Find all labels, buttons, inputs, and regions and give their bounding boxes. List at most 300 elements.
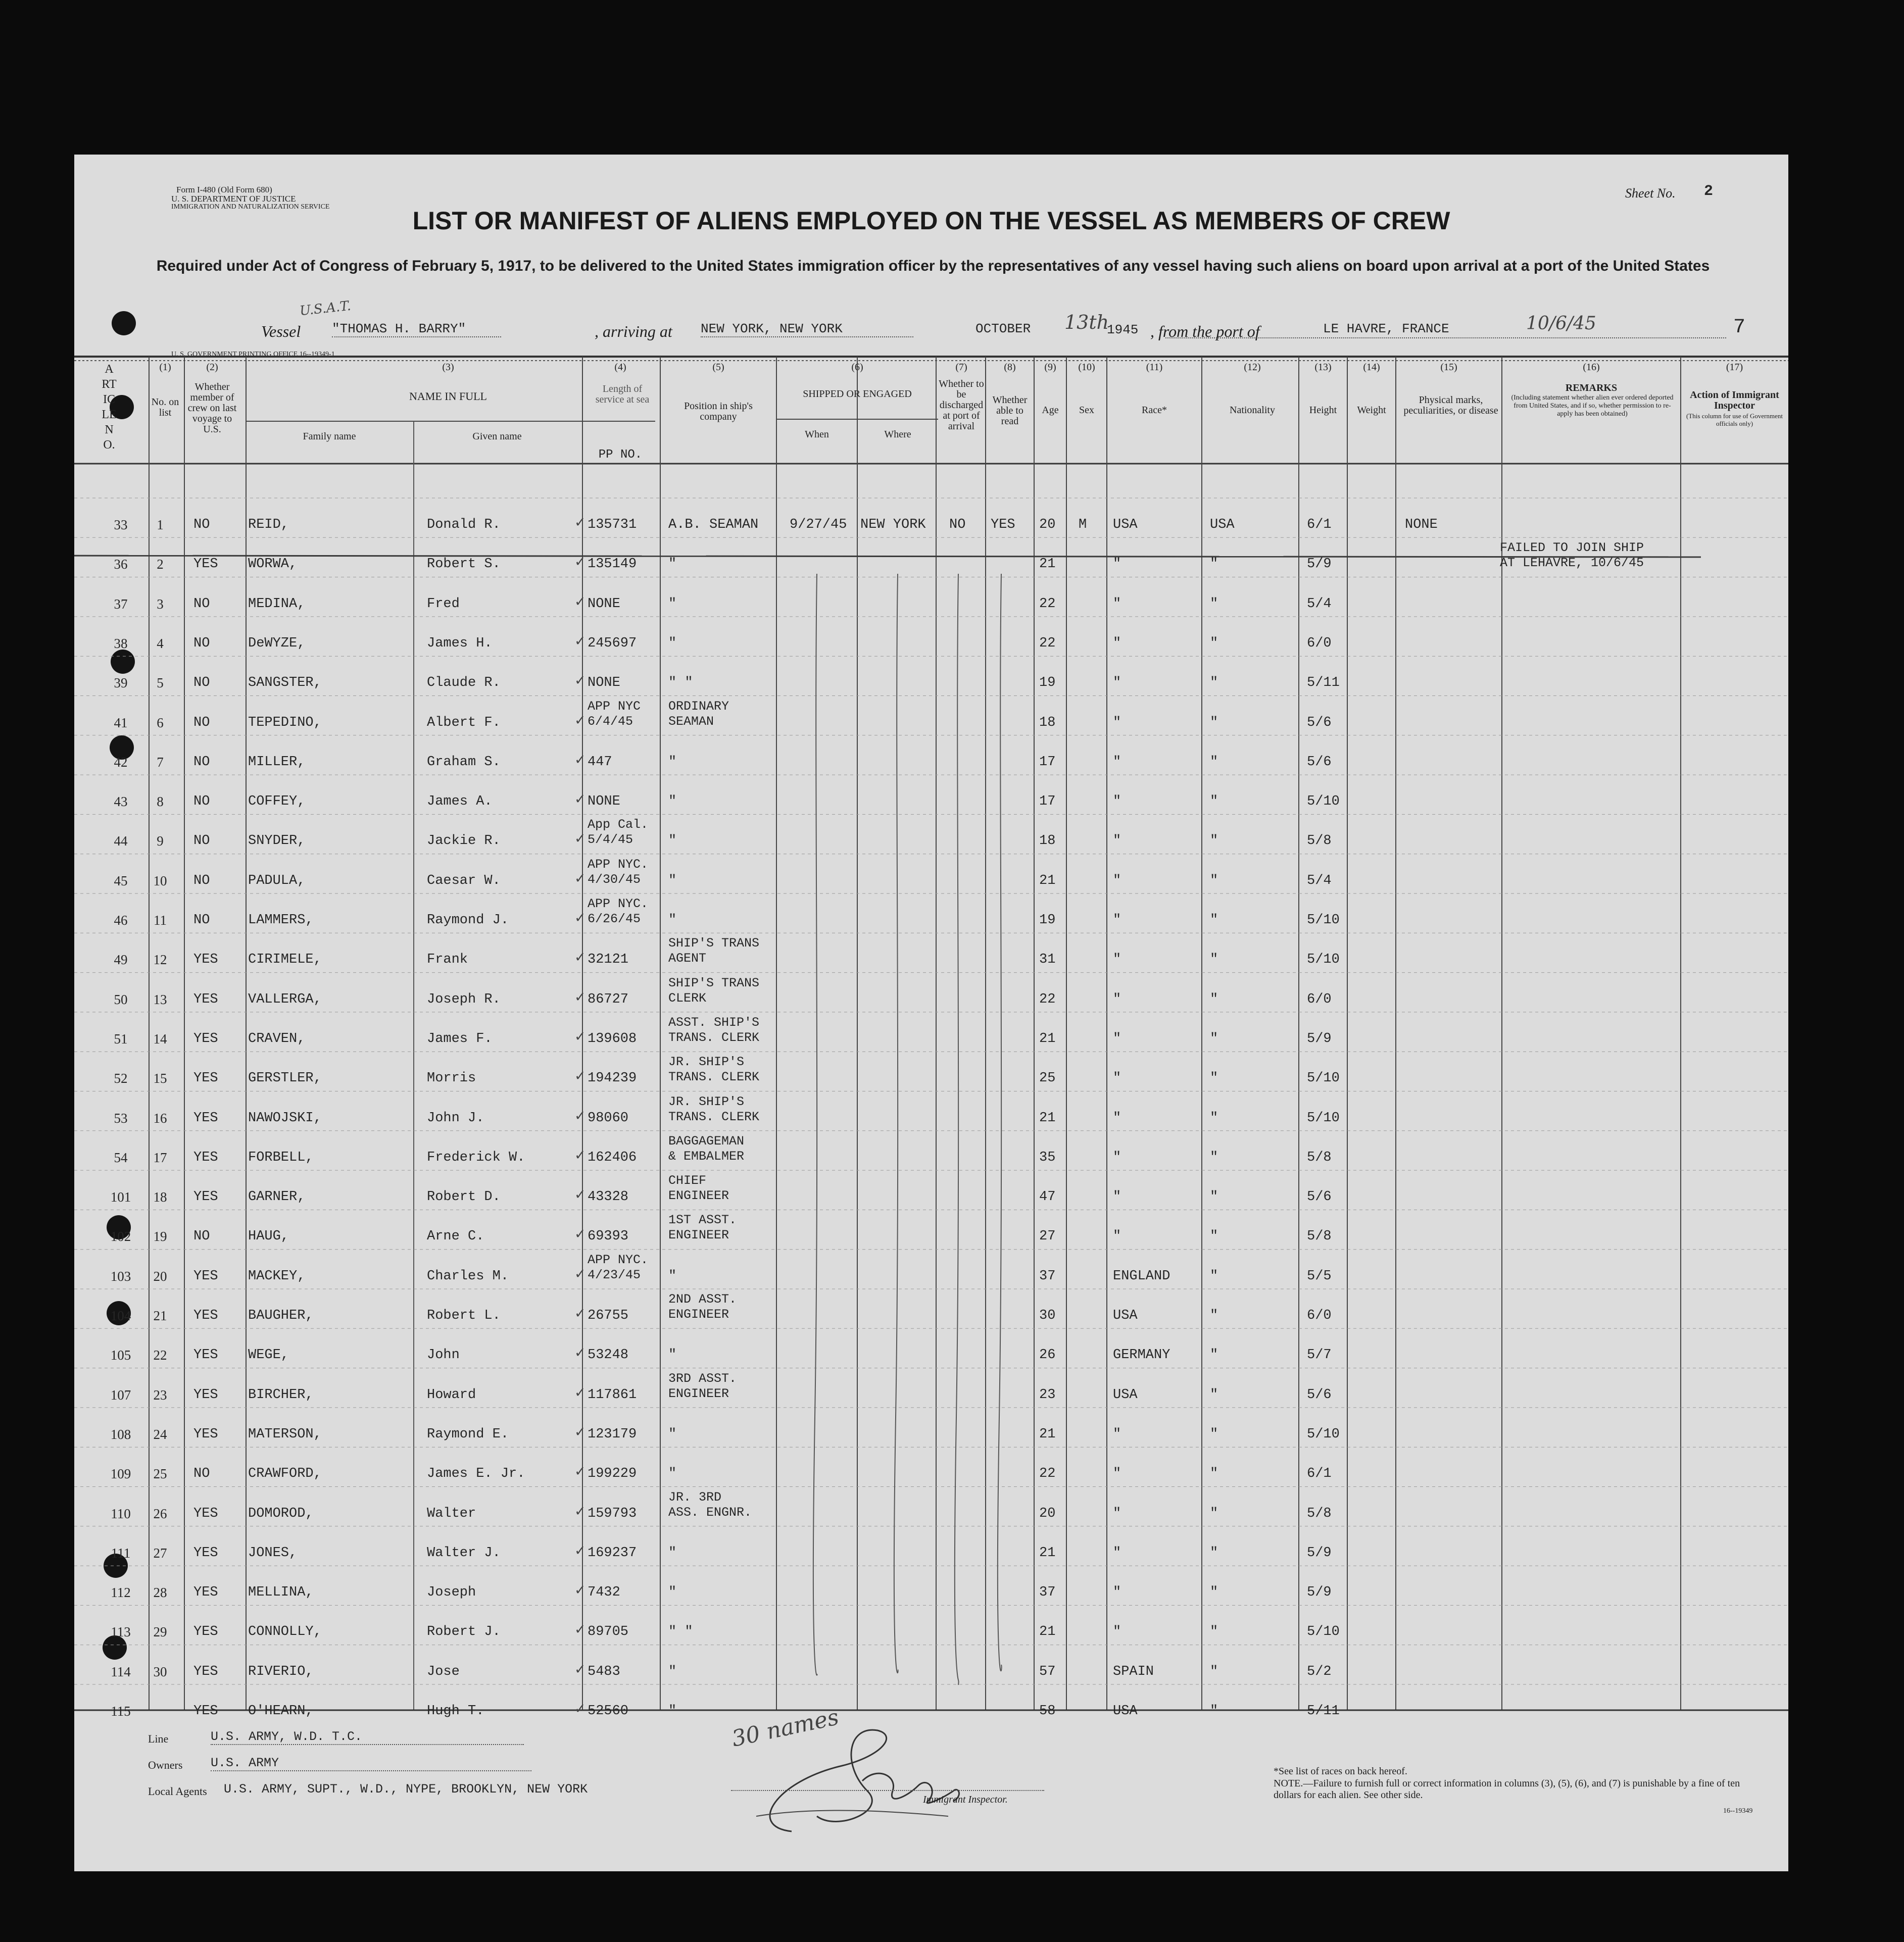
- cell-race: SPAIN: [1113, 1664, 1154, 1679]
- cell-nat: ": [1210, 1466, 1218, 1482]
- check-mark-icon: ✓: [574, 1464, 586, 1480]
- cell-race: ": [1113, 1110, 1121, 1126]
- cell-family: FORBELL,: [248, 1150, 314, 1165]
- manifest-sheet: [74, 155, 1788, 1871]
- cell-age: 22: [1039, 635, 1056, 651]
- cell-family: GARNER,: [248, 1189, 306, 1205]
- cell-last: YES: [193, 1189, 218, 1205]
- cell-art: 53: [114, 1110, 128, 1126]
- cell-nat: ": [1210, 1387, 1218, 1403]
- cell-art: 52: [114, 1071, 128, 1086]
- cell-age: 18: [1039, 833, 1056, 849]
- cell-age: 30: [1039, 1308, 1056, 1323]
- cell-age: 19: [1039, 675, 1056, 691]
- cell-family: RIVERIO,: [248, 1664, 314, 1679]
- header-able-to-read: Whether able to read: [992, 394, 1028, 427]
- cell-race: ENGLAND: [1113, 1268, 1170, 1284]
- cell-pos: SHIP'S TRANS CLERK: [668, 975, 760, 1006]
- cell-art: 113: [111, 1624, 131, 1640]
- cell-art: 43: [114, 794, 128, 810]
- cell-height: 5/11: [1307, 1704, 1340, 1719]
- cell-age: 47: [1039, 1189, 1056, 1205]
- cell-pp: NONE: [588, 675, 620, 691]
- cell-nat: ": [1210, 1426, 1218, 1442]
- cell-race: ": [1113, 754, 1121, 770]
- header-num-2: (2): [206, 362, 218, 373]
- arriving-label: , arriving at: [595, 322, 672, 340]
- cell-nat: ": [1210, 715, 1218, 730]
- header-age: Age: [1042, 405, 1059, 416]
- cell-last: YES: [193, 1071, 218, 1086]
- form-number: Form I-480 (Old Form 680): [176, 185, 272, 194]
- cell-family: MELLINA,: [248, 1585, 314, 1601]
- cell-given: Robert D.: [427, 1189, 501, 1205]
- cell-no: 5: [157, 675, 164, 691]
- cell-height: 6/0: [1307, 635, 1332, 651]
- cell-given: Raymond J.: [427, 913, 509, 928]
- cell-height: 5/10: [1307, 913, 1340, 928]
- page-subtitle: Required under Act of Congress of February 5, 1917, to be delivered to the United States immigration officer by the representatives of any vessel having such aliens on board upon arrival at a port of the United States: [156, 258, 1710, 274]
- header-num-1: (1): [159, 362, 171, 373]
- cell-no: 11: [154, 913, 167, 928]
- header-where: Where: [884, 429, 911, 440]
- cell-no: 29: [153, 1624, 167, 1640]
- cell-pos: ": [668, 913, 677, 928]
- header-length-of-service: Length of service at sea: [595, 383, 650, 405]
- cell-no: 2: [157, 557, 164, 572]
- cell-no: 20: [153, 1268, 167, 1284]
- cell-art: 33: [114, 517, 128, 532]
- cell-nat: ": [1210, 1229, 1218, 1244]
- cell-pp: 123179: [588, 1426, 637, 1442]
- check-mark-icon: ✓: [574, 1424, 586, 1440]
- cell-family: BAUGHER,: [248, 1308, 314, 1323]
- cell-pp: APP NYC. 4/23/45: [588, 1252, 649, 1282]
- cell-pos: A.B. SEAMAN: [668, 517, 759, 532]
- cell-pos: ": [668, 833, 677, 849]
- cell-last: YES: [193, 1348, 218, 1363]
- cell-age: 21: [1039, 1031, 1056, 1047]
- cell-art: 115: [111, 1704, 131, 1719]
- header-num-12: (12): [1244, 362, 1261, 373]
- header-num-8: (8): [1004, 362, 1016, 373]
- cell-last: NO: [193, 1229, 210, 1244]
- cell-pos: ": [668, 1466, 677, 1482]
- cell-pp: 245697: [588, 635, 637, 651]
- cell-no: 10: [153, 873, 167, 888]
- cell-no: 6: [157, 715, 164, 730]
- cell-given: Frank: [427, 952, 468, 968]
- from-port: LE HAVRE, FRANCE: [1323, 321, 1449, 336]
- cell-pp: 139608: [588, 1031, 637, 1047]
- cell-pos: ": [668, 1545, 677, 1561]
- cell-age: 31: [1039, 952, 1056, 968]
- cell-nat: ": [1210, 1704, 1218, 1719]
- cell-height: 5/2: [1307, 1664, 1332, 1679]
- header-last-voyage: Whether member of crew on last voyage to U.S.: [187, 381, 237, 435]
- cell-no: 17: [153, 1150, 167, 1165]
- cell-nat: ": [1210, 754, 1218, 770]
- cell-art: 37: [114, 596, 128, 612]
- cell-age: 37: [1039, 1268, 1056, 1284]
- cell-nat: ": [1210, 1150, 1218, 1165]
- cell-age: 58: [1039, 1704, 1056, 1719]
- cell-race: ": [1113, 1229, 1121, 1244]
- cell-height: 6/1: [1307, 1466, 1332, 1482]
- cell-given: James E. Jr.: [427, 1466, 525, 1482]
- check-mark-icon: ✓: [574, 1108, 586, 1124]
- cell-age: 17: [1039, 794, 1056, 810]
- cell-height: 5/10: [1307, 1110, 1340, 1126]
- cell-last: YES: [193, 557, 218, 572]
- cell-given: James F.: [427, 1031, 493, 1047]
- cell-height: 5/9: [1307, 1031, 1332, 1047]
- cell-no: 7: [157, 754, 164, 770]
- cell-last: NO: [193, 635, 210, 651]
- cell-pos: 1ST ASST. ENGINEER: [668, 1213, 737, 1243]
- check-mark-icon: ✓: [574, 950, 586, 966]
- cell-art: 103: [110, 1268, 131, 1284]
- cell-nat: ": [1210, 873, 1218, 888]
- cell-last: YES: [193, 1624, 218, 1640]
- cell-pp: 7432: [588, 1585, 620, 1601]
- check-mark-icon: ✓: [574, 1384, 586, 1401]
- cell-pp: 135731: [588, 517, 637, 532]
- cell-no: 26: [153, 1506, 167, 1521]
- cell-nat: ": [1210, 1071, 1218, 1086]
- cell-family: TEPEDINO,: [248, 715, 322, 730]
- cell-last: YES: [193, 1031, 218, 1047]
- header-family-name: Family name: [303, 431, 356, 442]
- cell-age: 18: [1039, 715, 1056, 730]
- check-mark-icon: ✓: [574, 1345, 586, 1361]
- cell-pp: 194239: [588, 1071, 637, 1086]
- cell-remarks: FAILED TO JOIN SHIP AT LEHAVRE, 10/6/45: [1500, 540, 1644, 571]
- cell-pp: 69393: [588, 1229, 629, 1244]
- cell-family: MACKEY,: [248, 1268, 306, 1284]
- cell-pp: APP NYC. 4/30/45: [588, 857, 649, 887]
- cell-given: Fred: [427, 596, 460, 612]
- cell-pp: NONE: [588, 596, 620, 612]
- cell-race: ": [1113, 1466, 1121, 1482]
- cell-height: 5/8: [1307, 833, 1332, 849]
- cell-no: 25: [153, 1466, 167, 1482]
- cell-height: 5/7: [1307, 1348, 1332, 1363]
- check-mark-icon: ✓: [574, 712, 586, 728]
- cell-height: 5/8: [1307, 1229, 1332, 1244]
- cell-last: YES: [193, 1704, 218, 1719]
- cell-no: 14: [153, 1031, 167, 1047]
- cell-no: 8: [157, 794, 164, 810]
- cell-race: ": [1113, 1506, 1121, 1521]
- cell-age: 23: [1039, 1387, 1056, 1403]
- cell-pp: 52560: [588, 1704, 629, 1719]
- cell-race: ": [1113, 1545, 1121, 1561]
- cell-art: 107: [110, 1387, 131, 1403]
- check-mark-icon: ✓: [574, 1266, 586, 1282]
- cell-family: CONNOLLY,: [248, 1624, 322, 1640]
- arrival-month: OCTOBER: [975, 321, 1031, 336]
- cell-nat: USA: [1210, 517, 1235, 532]
- header-pp-no: PP NO.: [598, 448, 643, 462]
- vessel-annotation: U.S.A.T.: [299, 298, 352, 319]
- cell-family: SNYDER,: [248, 833, 306, 849]
- cell-pp: App Cal. 5/4/45: [588, 817, 649, 848]
- agents-label: Local Agents: [148, 1785, 207, 1798]
- cell-nat: ": [1210, 675, 1218, 691]
- cell-given: Howard: [427, 1387, 476, 1403]
- cell-age: 21: [1039, 557, 1056, 572]
- check-mark-icon: ✓: [574, 1028, 586, 1044]
- cell-nat: ": [1210, 635, 1218, 651]
- cell-nat: ": [1210, 1585, 1218, 1601]
- cell-pos: ": [668, 1664, 677, 1679]
- cell-race: ": [1113, 991, 1121, 1007]
- cell-age: 26: [1039, 1348, 1056, 1363]
- line-label: Line: [148, 1732, 169, 1745]
- cell-no: 23: [153, 1387, 167, 1403]
- cell-pp: APP NYC. 6/26/45: [588, 897, 649, 926]
- owners-label: Owners: [148, 1759, 183, 1771]
- cell-art: 51: [114, 1031, 128, 1047]
- races-note: *See list of races on back hereof.: [1274, 1766, 1407, 1777]
- cell-pp: 98060: [588, 1110, 629, 1126]
- date-note: 10/6/45: [1526, 313, 1596, 334]
- cell-given: Graham S.: [427, 754, 501, 770]
- cell-height: 5/5: [1307, 1268, 1332, 1284]
- check-mark-icon: ✓: [574, 1306, 586, 1321]
- cell-no: 1: [157, 517, 164, 532]
- cell-family: VALLERGA,: [248, 991, 322, 1007]
- cell-pos: " ": [668, 675, 693, 691]
- cell-family: HAUG,: [248, 1229, 289, 1244]
- cell-age: 21: [1039, 1426, 1056, 1442]
- cell-race: USA: [1113, 1387, 1138, 1403]
- cell-nat: ": [1210, 1268, 1218, 1284]
- cell-nat: ": [1210, 1664, 1218, 1679]
- cell-pos: ": [668, 794, 677, 810]
- inspector-line: [731, 1790, 1044, 1791]
- cell-age: 57: [1039, 1664, 1056, 1679]
- cell-height: 5/6: [1307, 715, 1332, 730]
- header-num-4: (4): [614, 362, 626, 373]
- cell-family: REID,: [248, 517, 289, 532]
- check-mark-icon: ✓: [574, 633, 586, 649]
- cell-age: 35: [1039, 1150, 1056, 1165]
- cell-pp: 89705: [588, 1624, 629, 1640]
- cell-given: Arne C.: [427, 1229, 484, 1244]
- names-count-note: 30 names: [729, 1704, 841, 1752]
- cell-nat: ": [1210, 1110, 1218, 1126]
- cell-given: Albert F.: [427, 715, 501, 730]
- cell-pos: BAGGAGEMAN & EMBALMER: [668, 1133, 745, 1164]
- header-height: Height: [1309, 405, 1337, 416]
- cell-family: COFFEY,: [248, 794, 306, 810]
- cell-race: USA: [1113, 1308, 1138, 1323]
- header-inspector-action: Action of Immigrant Inspector: [1690, 389, 1779, 411]
- cell-given: Morris: [427, 1071, 476, 1086]
- cell-nat: ": [1210, 1506, 1218, 1521]
- header-given-name: Given name: [472, 431, 522, 442]
- cell-height: 5/11: [1307, 675, 1340, 691]
- cell-given: John: [427, 1348, 460, 1363]
- cell-given: Hugh T.: [427, 1704, 484, 1719]
- cell-disch: NO: [949, 517, 966, 532]
- cell-family: CRAVEN,: [248, 1031, 306, 1047]
- cell-age: 19: [1039, 913, 1056, 928]
- check-mark-icon: ✓: [574, 752, 586, 768]
- cell-pos: " ": [668, 1624, 693, 1640]
- cell-last: YES: [193, 1110, 218, 1126]
- cell-last: YES: [193, 1268, 218, 1284]
- cell-height: 5/4: [1307, 873, 1332, 888]
- cell-art: 112: [111, 1585, 131, 1601]
- cell-art: 42: [114, 754, 128, 770]
- cell-pos: 3RD ASST. ENGINEER: [668, 1371, 737, 1401]
- cell-pos: ": [668, 596, 677, 612]
- cell-race: ": [1113, 1031, 1121, 1047]
- cell-family: WORWA,: [248, 557, 298, 572]
- cell-pp: 43328: [588, 1189, 629, 1205]
- cell-art: 111: [111, 1545, 131, 1561]
- cell-pos: ": [668, 1585, 677, 1601]
- cell-last: NO: [193, 873, 210, 888]
- cell-art: 49: [114, 952, 128, 968]
- cell-race: USA: [1113, 517, 1138, 532]
- cell-read: YES: [991, 517, 1015, 532]
- row-strikethrough: [74, 555, 1701, 558]
- cell-nat: ": [1210, 557, 1218, 572]
- cell-last: YES: [193, 1150, 218, 1165]
- footer-code: 16--19349: [1723, 1807, 1753, 1815]
- cell-given: John J.: [427, 1110, 484, 1126]
- cell-race: ": [1113, 913, 1121, 928]
- cell-age: 25: [1039, 1071, 1056, 1086]
- department: U. S. DEPARTMENT OF JUSTICE: [171, 194, 296, 204]
- cell-race: ": [1113, 557, 1121, 572]
- cell-pos: ": [668, 1426, 677, 1442]
- penalty-note: NOTE.—Failure to furnish full or correct information in columns (3), (5), (6), and (7) is punishable by a fine of ten dollars for each alien. See other side.: [1274, 1778, 1740, 1801]
- cell-age: 20: [1039, 1506, 1056, 1521]
- header-num-16: (16): [1583, 362, 1600, 373]
- crew-table-body: [74, 155, 1788, 1871]
- cell-no: 28: [153, 1585, 167, 1601]
- check-mark-icon: ✓: [574, 1542, 586, 1559]
- cell-family: DeWYZE,: [248, 635, 306, 651]
- cell-art: 114: [111, 1664, 131, 1679]
- cell-no: 19: [153, 1229, 167, 1244]
- cell-last: YES: [193, 1506, 218, 1521]
- cell-sex: M: [1079, 517, 1087, 532]
- header-num-9: (9): [1044, 362, 1056, 373]
- cell-pp: 447: [588, 754, 612, 770]
- cell-height: 5/10: [1307, 1071, 1340, 1086]
- cell-height: 5/10: [1307, 1624, 1340, 1640]
- cell-given: Robert S.: [427, 557, 501, 572]
- header-num-3: (3): [442, 362, 454, 373]
- header-physical-marks: Physical marks, peculiarities, or disease: [1403, 394, 1498, 416]
- vessel-label: Vessel: [261, 322, 301, 340]
- cell-nat: ": [1210, 794, 1218, 810]
- cell-pos: ": [668, 873, 677, 888]
- cell-no: 9: [157, 833, 164, 849]
- check-mark-icon: ✓: [574, 1622, 586, 1638]
- cell-pp: 86727: [588, 991, 629, 1007]
- check-mark-icon: ✓: [574, 515, 586, 530]
- cell-last: NO: [193, 833, 210, 849]
- cell-age: 20: [1039, 517, 1056, 532]
- cell-no: 24: [153, 1426, 167, 1442]
- cell-pp: 199229: [588, 1466, 637, 1482]
- cell-pp: NONE: [588, 794, 620, 810]
- cell-when: 9/27/45: [790, 517, 847, 532]
- cell-family: PADULA,: [248, 873, 306, 888]
- cell-last: NO: [193, 794, 210, 810]
- cell-family: CRAWFORD,: [248, 1466, 322, 1482]
- cell-art: 101: [110, 1189, 131, 1205]
- cell-art: 105: [110, 1348, 131, 1363]
- header-weight: Weight: [1357, 405, 1386, 416]
- cell-pp: 32121: [588, 952, 629, 968]
- cell-art: 39: [114, 675, 128, 691]
- cell-given: Frederick W.: [427, 1150, 525, 1165]
- cell-pos: CHIEF ENGINEER: [668, 1173, 729, 1204]
- cell-height: 5/6: [1307, 1189, 1332, 1205]
- cell-no: 13: [153, 991, 167, 1007]
- cell-race: ": [1113, 833, 1121, 849]
- check-mark-icon: ✓: [574, 673, 586, 689]
- cell-pos: JR. SHIP'S TRANS. CLERK: [668, 1055, 760, 1085]
- cell-race: USA: [1113, 1704, 1138, 1719]
- cell-pp: 26755: [588, 1308, 629, 1323]
- header-num-17: (17): [1726, 362, 1743, 373]
- cell-given: Donald R.: [427, 517, 501, 532]
- header-name-in-full: NAME IN FULL: [409, 390, 487, 403]
- cell-art: 36: [114, 557, 128, 572]
- header-when: When: [805, 429, 829, 440]
- cell-last: YES: [193, 952, 218, 968]
- check-mark-icon: ✓: [574, 1147, 586, 1163]
- cell-height: 5/6: [1307, 754, 1332, 770]
- cell-art: 108: [110, 1426, 131, 1442]
- cell-no: 30: [153, 1664, 167, 1679]
- cell-given: Charles M.: [427, 1268, 509, 1284]
- cell-race: ": [1113, 1071, 1121, 1086]
- owners-value: U.S. ARMY: [211, 1756, 531, 1771]
- cell-family: MILLER,: [248, 754, 306, 770]
- header-sex: Sex: [1079, 405, 1094, 416]
- cell-pos: JR. SHIP'S TRANS. CLERK: [668, 1094, 760, 1124]
- header-no-on-list: No. on list: [151, 396, 179, 418]
- cell-art: 109: [110, 1466, 131, 1482]
- header-inspector-note: (This column for use of Government officials only): [1686, 412, 1783, 427]
- cell-given: Raymond E.: [427, 1426, 509, 1442]
- cell-family: NAWOJSKI,: [248, 1110, 322, 1126]
- header-position: Position in ship's company: [684, 401, 753, 422]
- cell-family: JONES,: [248, 1545, 298, 1561]
- cell-race: ": [1113, 1426, 1121, 1442]
- cell-family: SANGSTER,: [248, 675, 322, 691]
- check-mark-icon: ✓: [574, 1661, 586, 1677]
- cell-art: 104: [110, 1308, 131, 1323]
- cell-pos: JR. 3RD ASS. ENGNR.: [668, 1489, 752, 1520]
- inspector-signature: [716, 1705, 1029, 1852]
- header-num-15: (15): [1440, 362, 1457, 373]
- cell-nat: ": [1210, 913, 1218, 928]
- cell-height: 5/8: [1307, 1506, 1332, 1521]
- cell-age: 22: [1039, 991, 1056, 1007]
- cell-nat: ": [1210, 1545, 1218, 1561]
